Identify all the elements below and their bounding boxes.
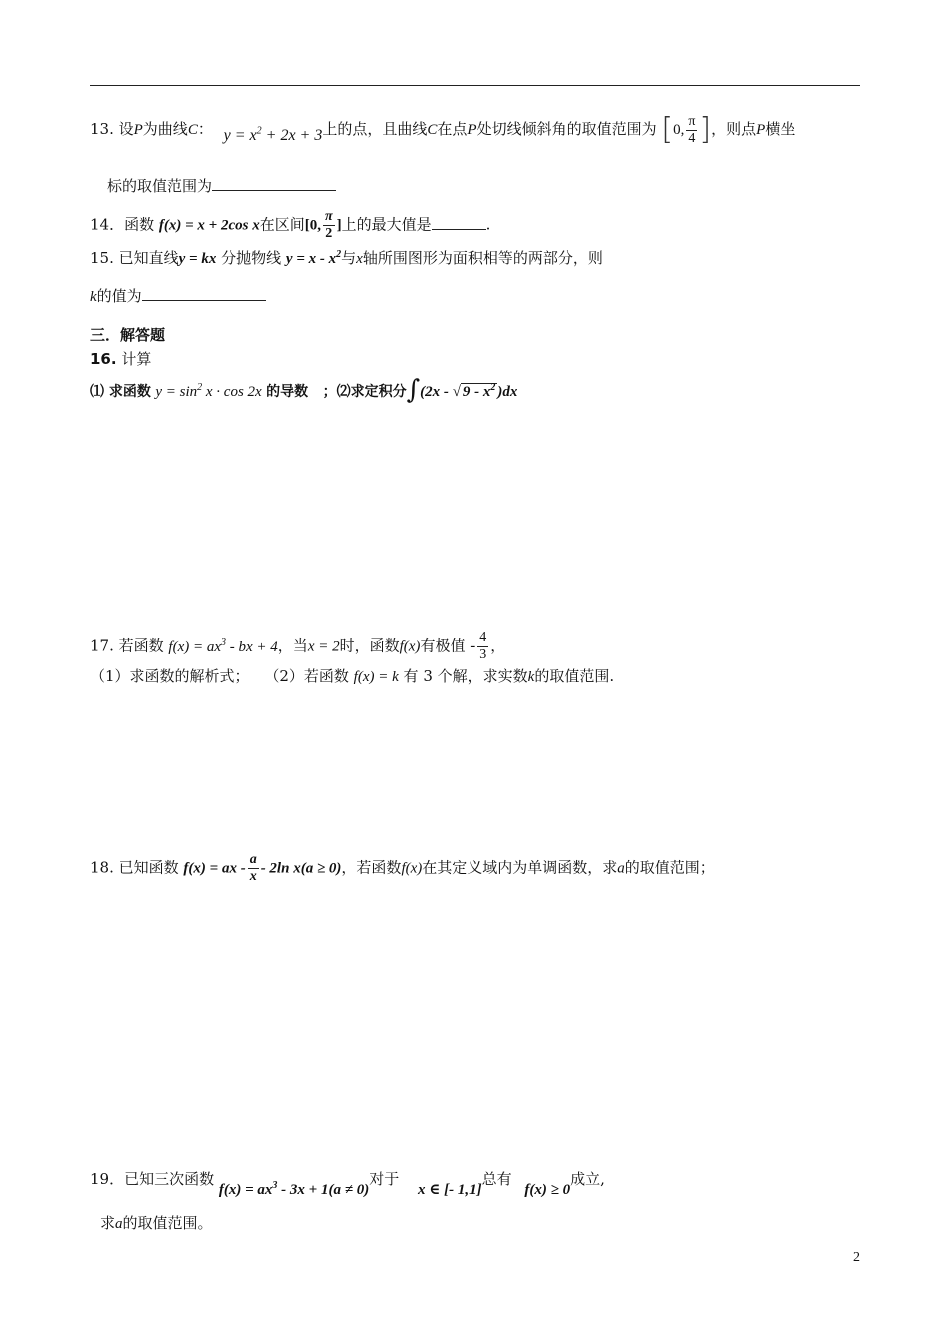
q19-text: 对于 bbox=[369, 1170, 400, 1188]
q13-curve-equation: $y = x^2 + 2x + 3$ bbox=[223, 125, 323, 144]
q17-func-rest: - bx + 4 bbox=[226, 638, 278, 655]
q19-prefix: 19．已知三次函数 bbox=[90, 1170, 215, 1188]
q17-text: ，当 bbox=[277, 636, 308, 655]
q18-frac-den: x bbox=[249, 869, 257, 884]
q14-frac-num: π bbox=[324, 209, 333, 224]
q14-prefix: 14．函数 bbox=[90, 215, 155, 234]
q14-suffix: 上的最大值是 bbox=[341, 215, 432, 234]
q13-line2-text: 标的取值范围为 bbox=[107, 177, 213, 195]
q17-var-k: k bbox=[527, 669, 535, 685]
q13-text-5: ，则点 bbox=[711, 120, 757, 138]
q18-fx: f(x) bbox=[401, 860, 423, 877]
q16-part1-label: ⑴ 求函数 bbox=[90, 384, 151, 400]
q19-inequality: f(x) ≥ 0 bbox=[524, 1182, 571, 1198]
q13-var-c: C bbox=[187, 122, 198, 138]
q18-func-a: f(x) = ax - bbox=[183, 860, 246, 877]
q19-var-a: a bbox=[115, 1216, 123, 1232]
integral-sign-icon: ∫ bbox=[406, 375, 421, 405]
q13-var-p3: P bbox=[756, 122, 766, 138]
q15-parabola-equation: $y = x - x^2$ bbox=[285, 249, 342, 267]
q16-expr-b: x · cos 2x bbox=[202, 384, 262, 400]
q17-condition: x = 2 bbox=[307, 638, 340, 655]
q17-text-2: 时，函数 bbox=[339, 636, 400, 655]
q17-frac-num: 4 bbox=[479, 630, 487, 645]
q17-part2: （2）若函数 bbox=[264, 667, 349, 685]
q18-var-a: a bbox=[617, 860, 625, 877]
q18-text: ，若函数 bbox=[341, 858, 402, 877]
question-16-parts bbox=[90, 375, 518, 405]
q13-text-4: 处切线倾斜角的取值范围为 bbox=[476, 120, 657, 138]
question-18 bbox=[90, 852, 715, 885]
q14-interval-fraction bbox=[323, 209, 335, 242]
q16-integrand-a: (2x - bbox=[420, 384, 453, 400]
q13-colon: ： bbox=[197, 120, 213, 138]
q19-text-2: 总有 bbox=[481, 1170, 512, 1188]
q19-domain: x ∈ [- 1,1] bbox=[417, 1182, 482, 1198]
q15-line2-text: 的值为 bbox=[96, 287, 142, 305]
q15-answer-blank[interactable] bbox=[142, 284, 266, 301]
q13-interval-fraction bbox=[686, 114, 697, 147]
q17-equation: f(x) = k bbox=[353, 669, 399, 685]
q13-text: 为曲线 bbox=[142, 120, 188, 138]
q17-prefix: 17. 若函数 bbox=[90, 636, 164, 655]
question-17-line-2 bbox=[90, 665, 614, 688]
q18-prefix: 18. 已知函数 bbox=[90, 858, 179, 877]
q15-line-equation: y = kx bbox=[178, 251, 217, 267]
q16-part1-suffix: 的导数 bbox=[266, 384, 309, 400]
q14-frac-den: 2 bbox=[325, 226, 333, 241]
q16-number: 16. bbox=[90, 350, 117, 368]
q16-part2-label: ⑵求定积分 bbox=[336, 384, 407, 400]
q13-var-c2: C bbox=[427, 122, 438, 138]
q19-func-rest: - 3x + 1(a ≠ 0) bbox=[277, 1182, 370, 1198]
q18-end: 的取值范围； bbox=[624, 858, 715, 877]
q16-title: 计算 bbox=[121, 350, 152, 368]
q18-frac-num: a bbox=[249, 852, 257, 867]
q13-text-3: 在点 bbox=[437, 120, 468, 138]
question-13-line-1 bbox=[90, 112, 795, 148]
section-3-title: 三．解答题 bbox=[90, 326, 166, 344]
q13-text-2: 上的点，且曲线 bbox=[322, 120, 428, 138]
q13-answer-blank[interactable] bbox=[212, 174, 336, 191]
question-17-line-1 bbox=[90, 630, 505, 663]
q16-integrand-b: )dx bbox=[497, 384, 518, 400]
q13-interval: [ 0, $\frac{\pi}{4}$ ] bbox=[661, 112, 712, 147]
q15-text-3: 轴所围图形为面积相等的两部分，则 bbox=[362, 249, 603, 267]
q14-function: f(x) = x + 2cos x bbox=[158, 217, 260, 234]
page-number: 2 bbox=[853, 1250, 860, 1265]
q16-expr-a: y = sin bbox=[155, 384, 198, 400]
question-14 bbox=[90, 209, 490, 242]
q18-text-2: 在其定义域内为单调函数，求 bbox=[422, 858, 618, 877]
q16-sqrt-content: 9 - x bbox=[462, 384, 491, 400]
question-19-line-2 bbox=[100, 1212, 213, 1235]
q15-text-2: 与 bbox=[341, 249, 357, 267]
q15-parabola: y = x - x bbox=[285, 251, 337, 267]
q16-integrand: (2x - √ $9 - x^2$ )dx bbox=[420, 382, 518, 400]
question-13-line-2 bbox=[107, 174, 336, 197]
q14-text: 在区间 bbox=[259, 215, 305, 234]
q14-end: . bbox=[485, 215, 491, 234]
q13-frac-num: π bbox=[688, 113, 696, 129]
q13-curve-eq: = x bbox=[230, 127, 257, 144]
q16-part1-expression: $y = \sin^2 x \cdot \cos 2x$ bbox=[155, 382, 262, 400]
q16-separator: ； bbox=[322, 384, 337, 400]
question-15-line-2 bbox=[90, 284, 266, 308]
q16-sqrt: $9 - x^2$ bbox=[462, 382, 496, 400]
q15-var-k: k bbox=[90, 289, 97, 305]
q15-x-axis: x bbox=[356, 251, 363, 267]
question-15-line-1 bbox=[90, 247, 603, 270]
q13-curve-y: y bbox=[223, 127, 231, 144]
q13-text-6: 横坐 bbox=[765, 120, 796, 138]
q13-interval-left: 0, bbox=[673, 122, 685, 138]
q14-interval-right: ] bbox=[336, 217, 342, 234]
q17-function: $f(x) = ax^3$ - bx + 4 bbox=[168, 636, 278, 655]
q17-frac-den: 3 bbox=[479, 647, 487, 662]
q13-prefix: 13. 设 bbox=[90, 120, 134, 138]
q19-func: f(x) = ax bbox=[218, 1182, 273, 1198]
q17-end: ， bbox=[490, 636, 506, 655]
q14-interval-left: [0, bbox=[304, 217, 321, 234]
q18-func-b: - 2ln x(a ≥ 0) bbox=[260, 860, 342, 877]
q17-part1: （1）求函数的解析式； bbox=[90, 667, 250, 685]
q19-end: 成立, bbox=[570, 1170, 605, 1188]
header-rule bbox=[90, 85, 860, 86]
q19-line2-prefix: 求 bbox=[100, 1214, 116, 1232]
q13-var-p2: P bbox=[467, 122, 477, 138]
q19-line2-suffix: 的取值范围。 bbox=[122, 1214, 213, 1232]
q17-part2-text: 有 3 个解，求实数 bbox=[403, 667, 528, 685]
q18-fraction bbox=[248, 852, 259, 885]
q17-func: f(x) = ax bbox=[168, 638, 222, 655]
q17-fx: f(x) bbox=[399, 638, 421, 655]
question-19-line-1 bbox=[90, 1168, 605, 1198]
q17-fraction bbox=[477, 630, 488, 663]
q14-answer-blank[interactable] bbox=[432, 213, 486, 230]
q15-prefix: 15. 已知直线 bbox=[90, 249, 179, 267]
q13-curve-rest: + 2x + 3 bbox=[261, 127, 323, 144]
q13-var-p: P bbox=[133, 122, 143, 138]
question-16-heading bbox=[90, 348, 151, 370]
q19-function: $f(x) = ax^3 - 3x + 1(a \ne 0)$ bbox=[218, 1180, 370, 1198]
q17-text-3: 有极值 - bbox=[420, 636, 476, 655]
q15-text: 分抛物线 bbox=[221, 249, 282, 267]
q17-part2-end: 的取值范围. bbox=[534, 667, 615, 685]
section-3-heading bbox=[90, 324, 165, 346]
q13-frac-den: 4 bbox=[688, 130, 696, 146]
